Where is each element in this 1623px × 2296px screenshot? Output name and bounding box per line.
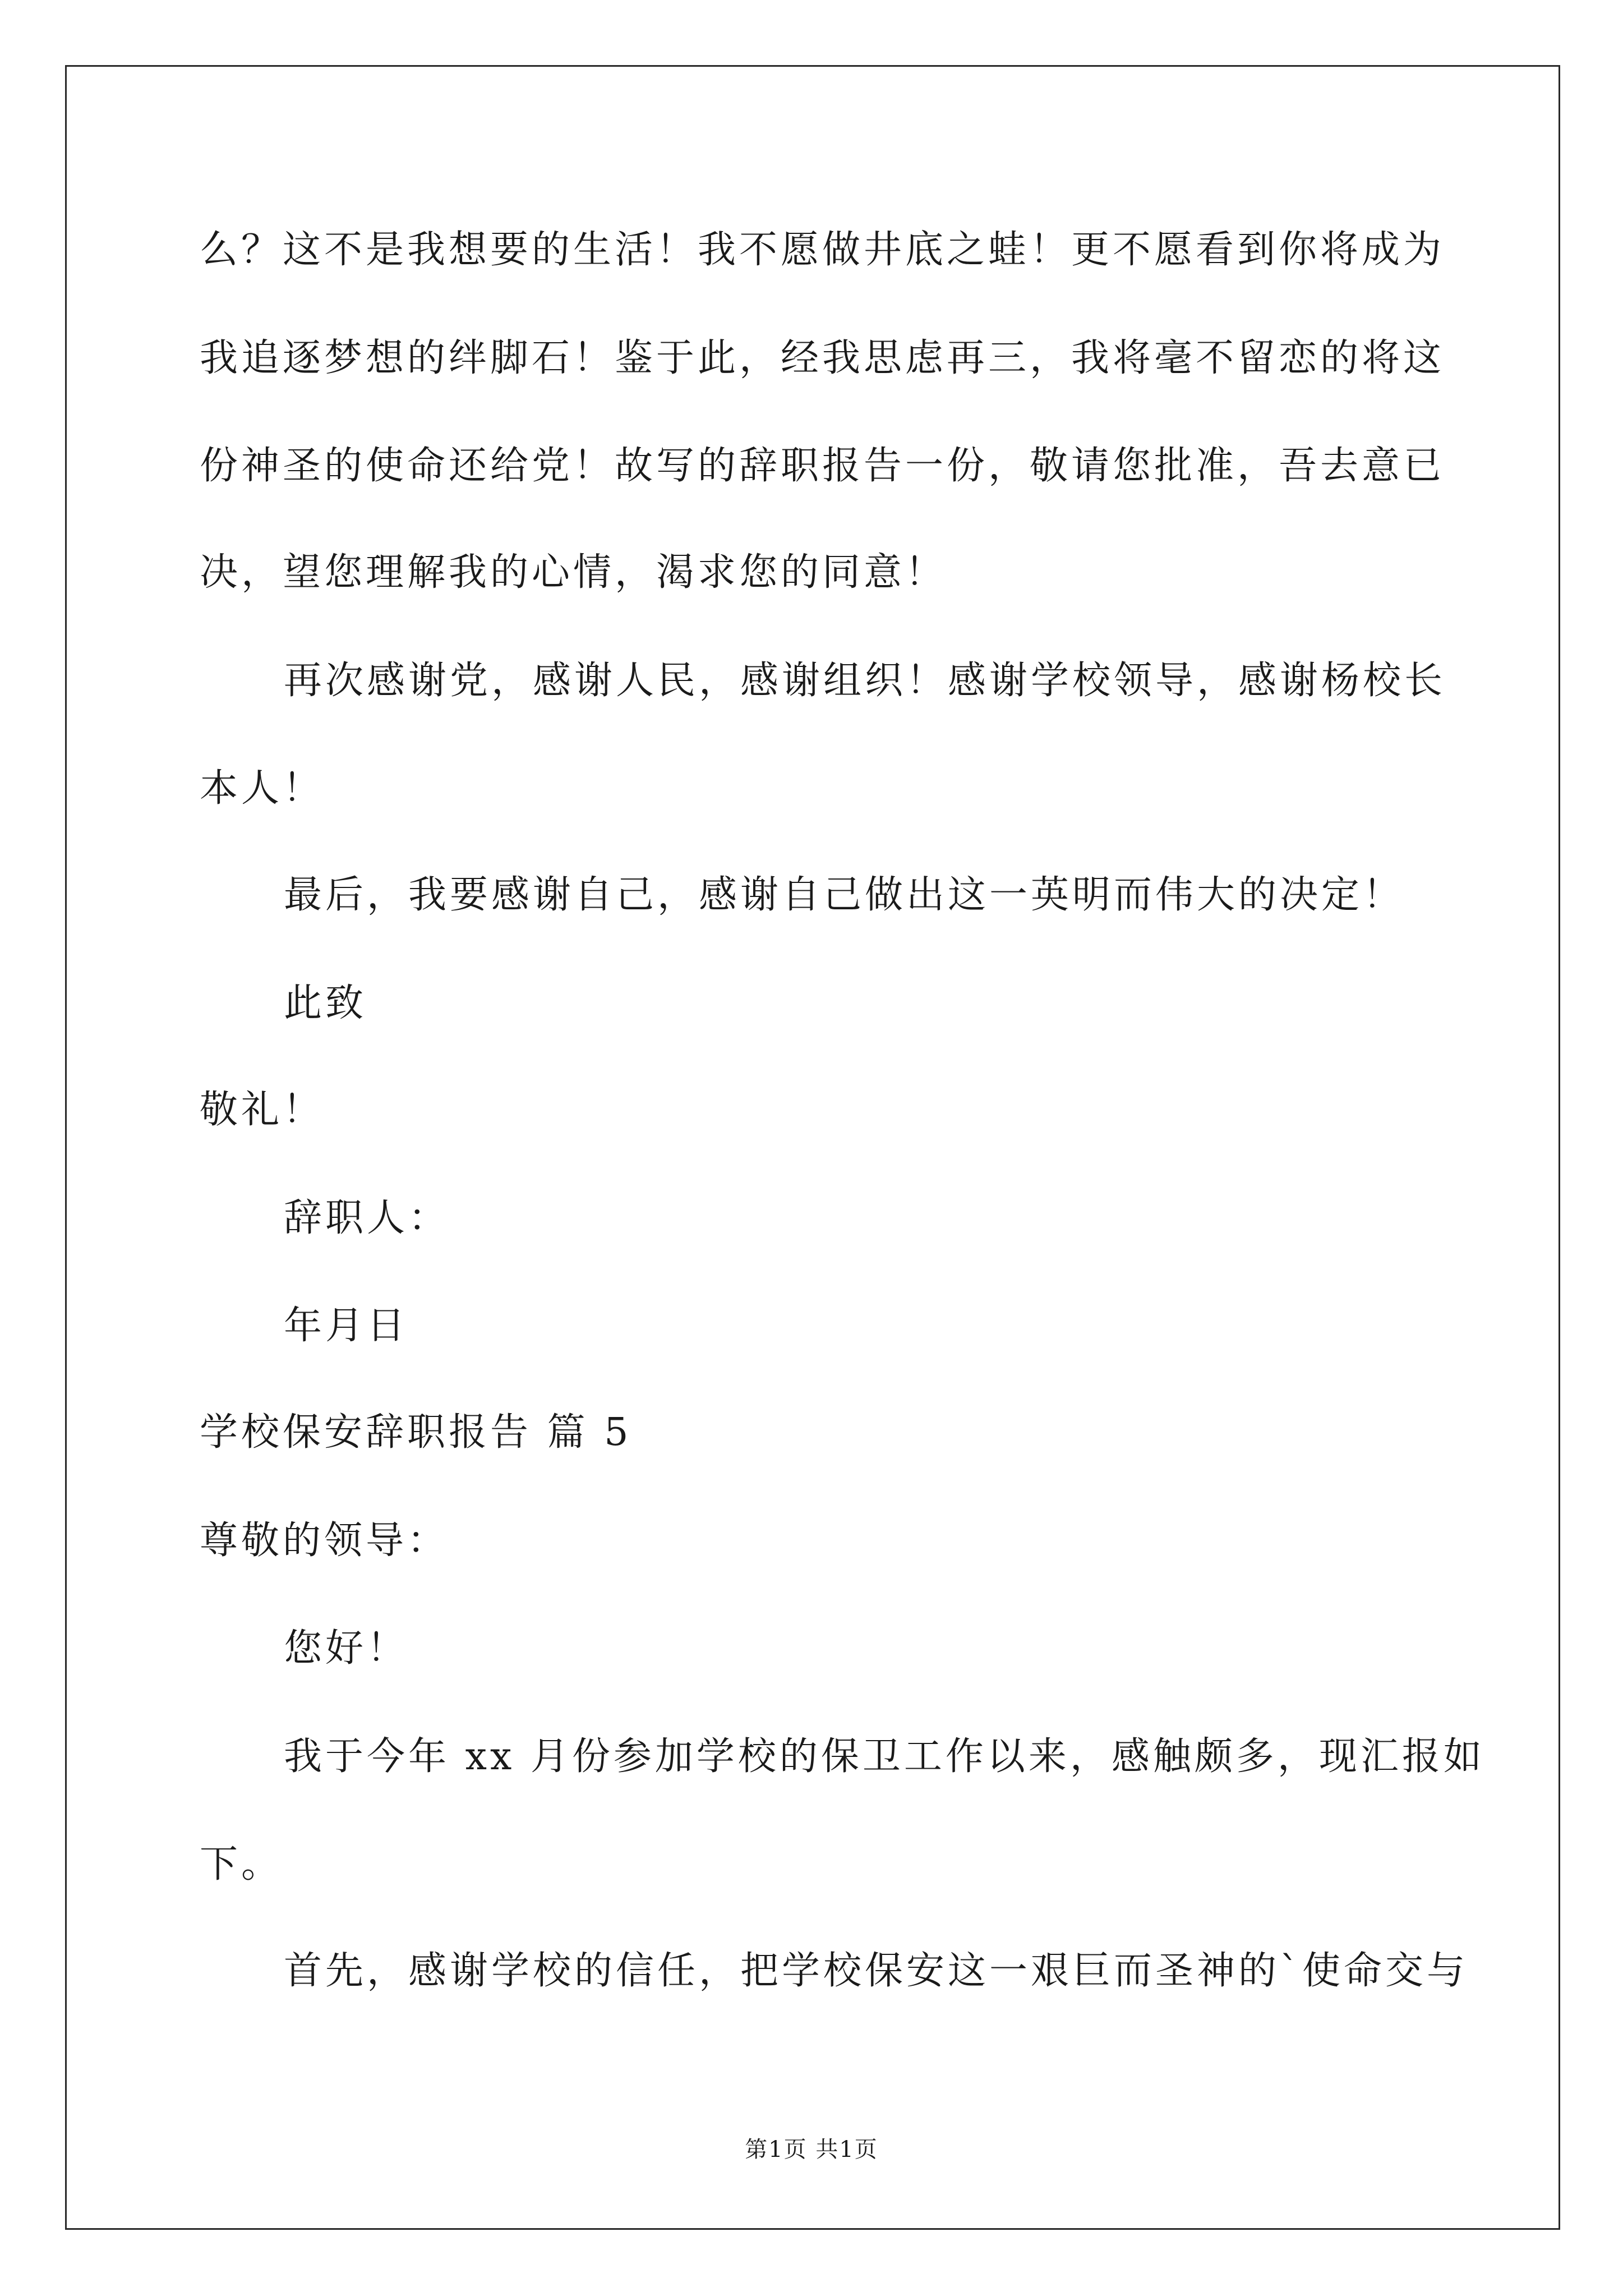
closing-regards: 敬礼！ — [200, 1088, 325, 1132]
greeting-hello: 您好！ — [284, 1626, 409, 1671]
paragraph-line: 最后，我要感谢自己，感谢自己做出这一英明而伟大的决定！ — [284, 873, 1405, 917]
closing-salutation: 此致 — [284, 981, 367, 1025]
paragraph-line: 下。 — [200, 1842, 283, 1887]
paragraph-line: 我于今年 xx 月份参加学校的保卫工作以来，感触颇多，现汇报如 — [284, 1734, 1485, 1779]
page-footer: 第1页 共1页 — [745, 2137, 878, 2162]
signature-label: 辞职人： — [284, 1196, 450, 1240]
paragraph-line: 份神圣的使命还给党！故写的辞职报告一份，敬请您批准，吾去意已 — [200, 444, 1445, 488]
greeting: 尊敬的领导： — [200, 1519, 449, 1563]
page-border — [65, 65, 1560, 2230]
paragraph-line: 么？这不是我想要的生活！我不愿做井底之蛙！更不愿看到你将成为 — [200, 228, 1445, 272]
section-heading: 学校保安辞职报告 篇 5 — [200, 1410, 632, 1455]
paragraph-line: 本人！ — [200, 766, 325, 811]
paragraph-line: 我追逐梦想的绊脚石！鉴于此，经我思虑再三，我将毫不留恋的将这 — [200, 336, 1445, 380]
date-label: 年月日 — [284, 1304, 409, 1348]
paragraph-line: 再次感谢党，感谢人民，感谢组织！感谢学校领导，感谢杨校长 — [284, 659, 1446, 703]
paragraph-line: 决，望您理解我的心情，渴求您的同意！ — [200, 550, 947, 595]
paragraph-line: 首先，感谢学校的信任，把学校保安这一艰巨而圣神的`使命交与 — [284, 1949, 1469, 1993]
